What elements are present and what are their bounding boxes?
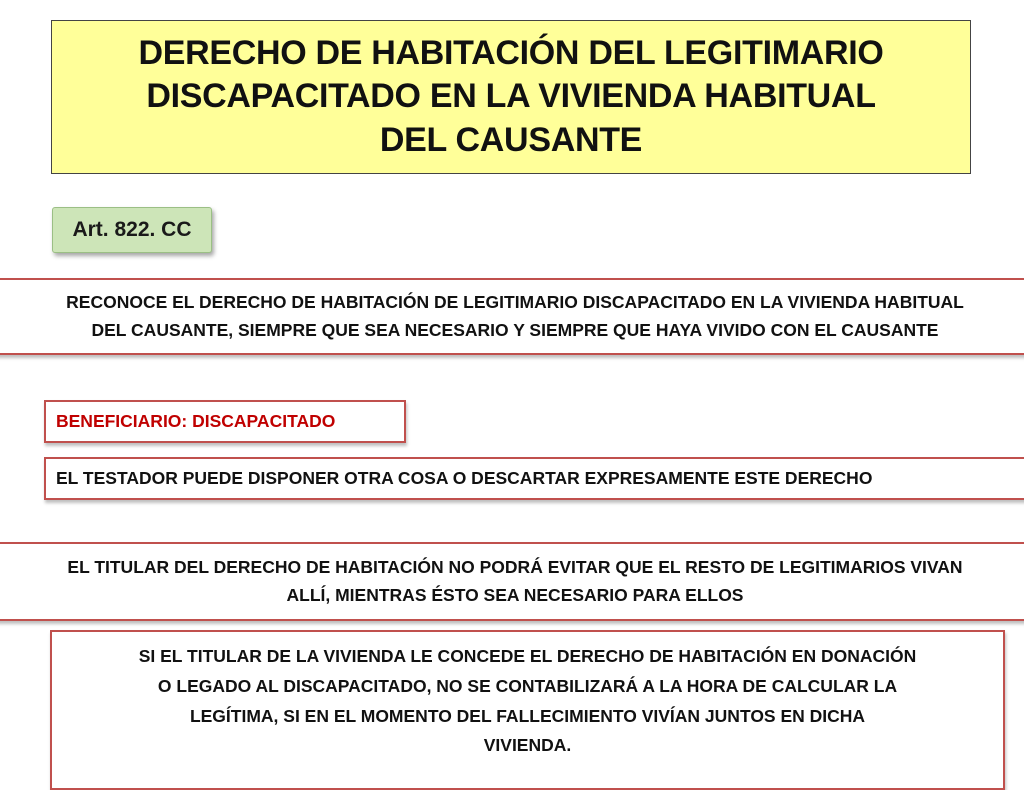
donation-legacy-text: SI EL TITULAR DE LA VIVIENDA LE CONCEDE EL DERECHO DE HABITACIÓN EN DONACIÓN O LEGADO AL DISCAPACITADO, NO SE CONTABILIZARÁ A LA HORA DE CALCULAR LA LEGÍTIMA, SI EN EL MOMENTO DEL FALLECIMIENTO VIVÍAN JUNTOS EN DICHA VIVIENDA. <box>138 646 917 756</box>
recognition-box <box>0 278 1024 355</box>
slide-title-box <box>51 20 971 174</box>
holder-rights-box <box>0 542 1024 621</box>
testator-box: EL TESTADOR PUEDE DISPONER OTRA COSA O DESCARTAR EXPRESAMENTE ESTE DERECHO <box>44 457 1024 500</box>
donation-legacy-box <box>50 630 1005 790</box>
slide-title: DERECHO DE HABITACIÓN DEL LEGITIMARIO DISCAPACITADO EN LA VIVIENDA HABITUAL DEL CAUSANTE <box>138 33 884 159</box>
beneficiary-box: BENEFICIARIO: DISCAPACITADO <box>44 400 406 443</box>
article-reference-badge: Art. 822. CC <box>52 207 212 253</box>
holder-rights-text: EL TITULAR DEL DERECHO DE HABITACIÓN NO PODRÁ EVITAR QUE EL RESTO DE LEGITIMARIOS VIVAN ALLÍ, MIENTRAS ÉSTO SEA NECESARIO PARA ELLOS <box>67 557 963 605</box>
recognition-text: RECONOCE EL DERECHO DE HABITACIÓN DE LEGITIMARIO DISCAPACITADO EN LA VIVIENDA HABITUAL DEL CAUSANTE, SIEMPRE QUE SEA NECESARIO Y SIEMPRE QUE HAYA VIVIDO CON EL CAUSANTE <box>66 292 964 340</box>
